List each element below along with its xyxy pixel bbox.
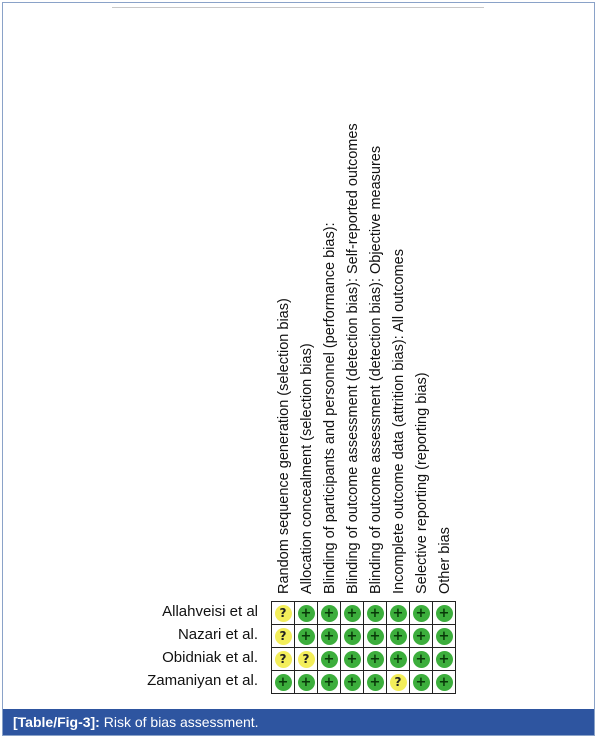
low-risk-icon: + bbox=[436, 605, 453, 622]
unclear-risk-icon: ? bbox=[275, 651, 292, 668]
table-row bbox=[272, 602, 456, 625]
column-header bbox=[276, 298, 293, 594]
caption-tag: [Table/Fig-3]: bbox=[13, 714, 100, 730]
column-header bbox=[391, 249, 408, 594]
column-header-text: Random sequence generation (selection bias) bbox=[276, 298, 292, 594]
column-header-text: Incomplete outcome data (attrition bias): All outcomes bbox=[391, 249, 407, 594]
grid-cell bbox=[433, 648, 456, 671]
low-risk-icon: + bbox=[367, 674, 384, 691]
grid-cell bbox=[295, 648, 318, 671]
column-header-text: Blinding of participants and personnel (performance bias): bbox=[322, 222, 338, 594]
low-risk-icon: + bbox=[436, 651, 453, 668]
study-label: Obidniak et al. bbox=[162, 649, 258, 666]
low-risk-icon: + bbox=[367, 605, 384, 622]
grid-cell bbox=[341, 602, 364, 625]
unclear-risk-icon: ? bbox=[275, 628, 292, 645]
low-risk-icon: + bbox=[344, 628, 361, 645]
grid-cell bbox=[387, 625, 410, 648]
figure-caption bbox=[3, 709, 594, 735]
grid-cell bbox=[433, 625, 456, 648]
grid-cell bbox=[364, 648, 387, 671]
low-risk-icon: + bbox=[344, 674, 361, 691]
table-row bbox=[272, 648, 456, 671]
grid-cell bbox=[410, 648, 433, 671]
column-header-text: Allocation concealment (selection bias) bbox=[299, 343, 315, 594]
grid-cell bbox=[295, 602, 318, 625]
unclear-risk-icon: ? bbox=[390, 674, 407, 691]
grid-cell bbox=[364, 671, 387, 694]
grid-cell bbox=[410, 671, 433, 694]
grid-cell bbox=[272, 671, 295, 694]
column-header-text: Selective reporting (reporting bias) bbox=[414, 372, 430, 594]
grid-cell bbox=[272, 625, 295, 648]
grid-cell bbox=[318, 671, 341, 694]
low-risk-icon: + bbox=[413, 605, 430, 622]
grid-cell bbox=[364, 602, 387, 625]
grid-cell bbox=[387, 602, 410, 625]
low-risk-icon: + bbox=[413, 674, 430, 691]
grid-cell bbox=[433, 602, 456, 625]
low-risk-icon: + bbox=[390, 651, 407, 668]
column-header-text: Blinding of outcome assessment (detection bias): Objective measures bbox=[368, 145, 384, 594]
low-risk-icon: + bbox=[275, 674, 292, 691]
grid-cell bbox=[387, 648, 410, 671]
study-label: Nazari et al. bbox=[177, 626, 258, 643]
column-header bbox=[437, 527, 454, 594]
column-header-text: Blinding of outcome assessment (detection bias): Self-reported outcomes bbox=[345, 123, 361, 594]
grid-cell bbox=[341, 671, 364, 694]
study-label: Zamaniyan et al. bbox=[147, 672, 258, 689]
table-row bbox=[272, 671, 456, 694]
grid-cell bbox=[387, 671, 410, 694]
study-label: Allahveisi et al bbox=[162, 603, 258, 620]
low-risk-icon: + bbox=[390, 628, 407, 645]
grid-cell bbox=[410, 602, 433, 625]
grid-cell bbox=[341, 648, 364, 671]
risk-of-bias-grid bbox=[271, 601, 456, 694]
grid-cell bbox=[341, 625, 364, 648]
unclear-risk-icon: ? bbox=[298, 651, 315, 668]
low-risk-icon: + bbox=[367, 651, 384, 668]
low-risk-icon: + bbox=[413, 628, 430, 645]
low-risk-icon: + bbox=[344, 605, 361, 622]
grid-cell bbox=[272, 648, 295, 671]
low-risk-icon: + bbox=[390, 605, 407, 622]
low-risk-icon: + bbox=[321, 605, 338, 622]
column-header bbox=[414, 372, 431, 594]
low-risk-icon: + bbox=[321, 651, 338, 668]
low-risk-icon: + bbox=[298, 628, 315, 645]
grid-cell bbox=[410, 625, 433, 648]
low-risk-icon: + bbox=[436, 674, 453, 691]
grid-cell bbox=[433, 671, 456, 694]
low-risk-icon: + bbox=[321, 628, 338, 645]
column-header bbox=[345, 123, 362, 594]
unclear-risk-icon: ? bbox=[275, 605, 292, 622]
column-header bbox=[299, 343, 316, 594]
grid-cell bbox=[272, 602, 295, 625]
low-risk-icon: + bbox=[413, 651, 430, 668]
low-risk-icon: + bbox=[298, 605, 315, 622]
grid-cell bbox=[295, 671, 318, 694]
grid-cell bbox=[295, 625, 318, 648]
low-risk-icon: + bbox=[321, 674, 338, 691]
grid-cell bbox=[364, 625, 387, 648]
grid-cell bbox=[318, 625, 341, 648]
grid-cell bbox=[318, 602, 341, 625]
column-header bbox=[322, 222, 339, 594]
low-risk-icon: + bbox=[367, 628, 384, 645]
low-risk-icon: + bbox=[298, 674, 315, 691]
column-header-text: Other bias bbox=[437, 527, 453, 594]
column-header bbox=[368, 146, 385, 594]
grid-cell bbox=[318, 648, 341, 671]
table-row bbox=[272, 625, 456, 648]
caption-text: Risk of bias assessment. bbox=[99, 714, 259, 730]
low-risk-icon: + bbox=[344, 651, 361, 668]
low-risk-icon: + bbox=[436, 628, 453, 645]
